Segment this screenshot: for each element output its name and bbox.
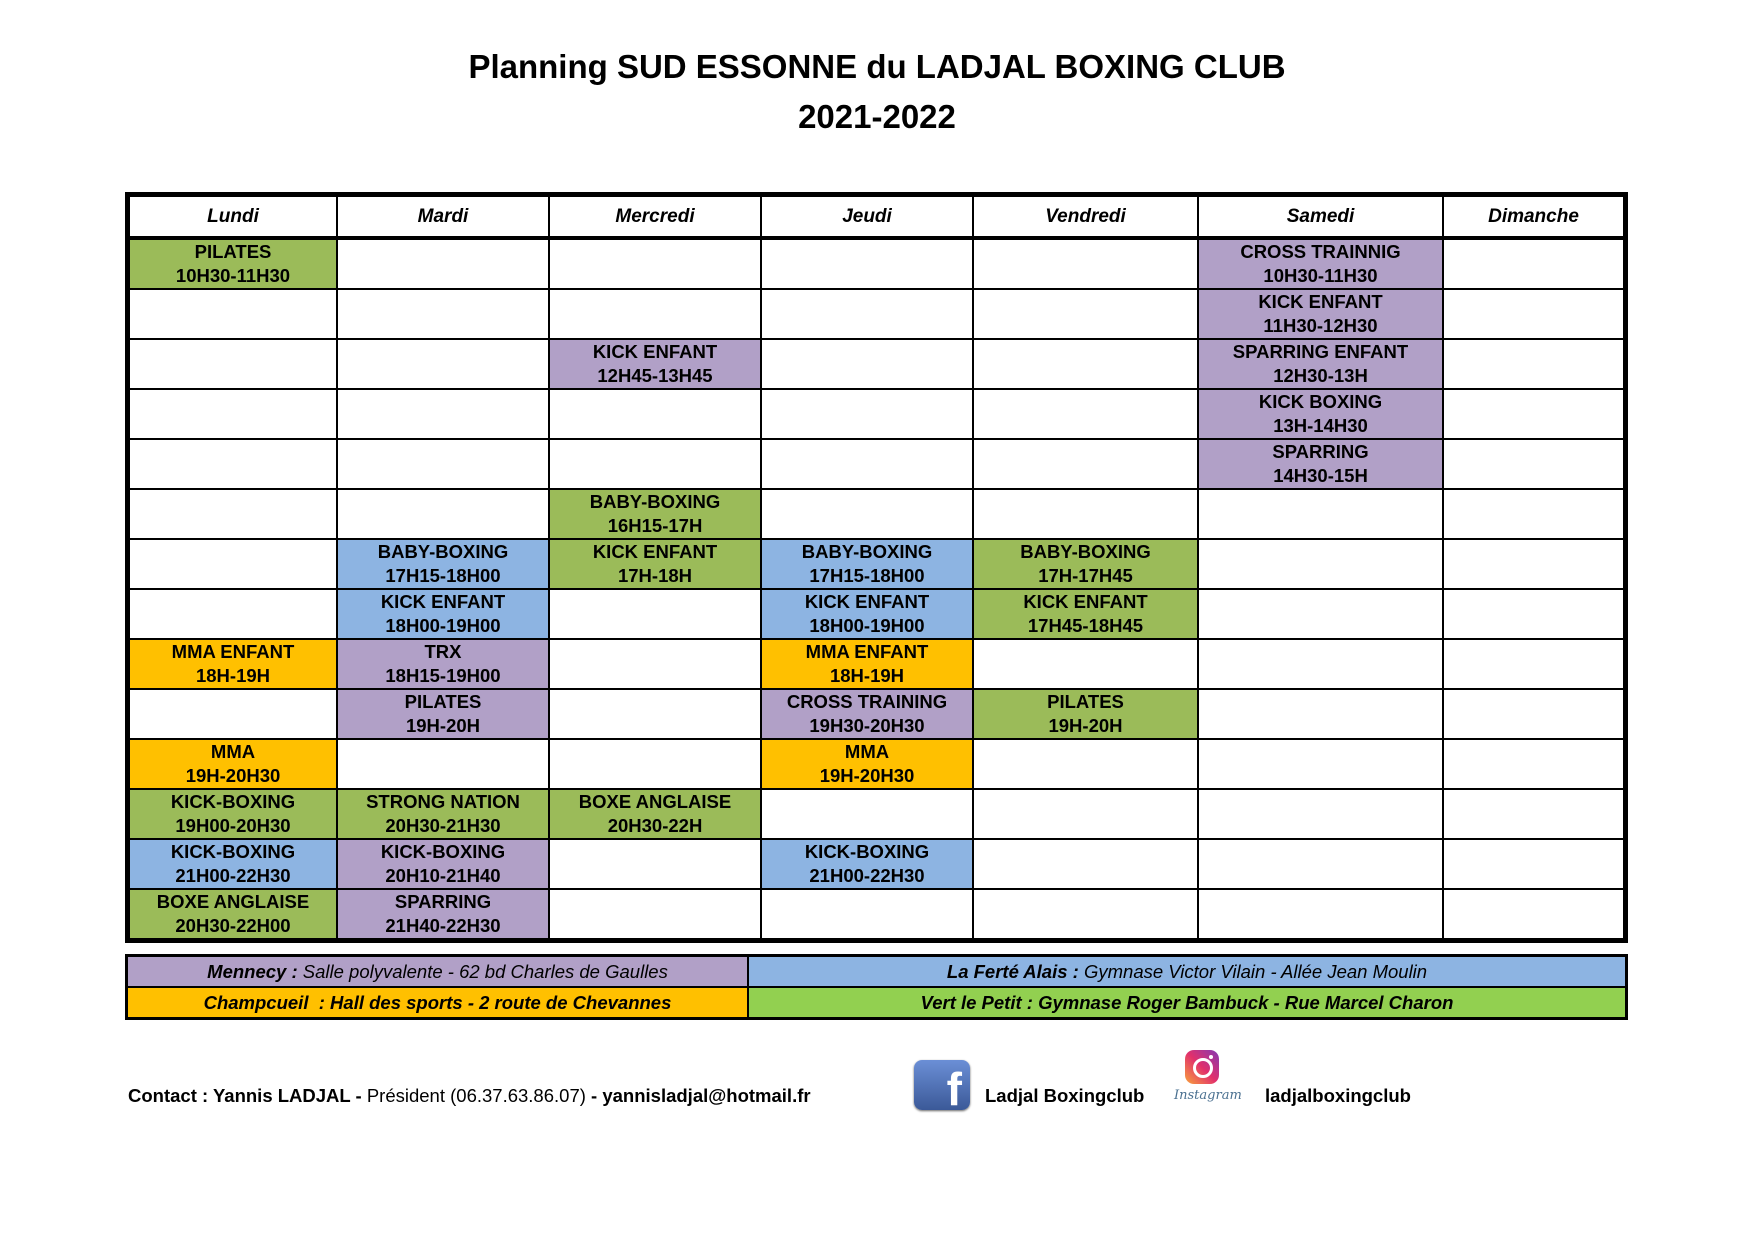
class-slot-mercredi xyxy=(549,489,761,539)
empty-slot xyxy=(761,339,973,389)
class-time: 16H15-17H xyxy=(607,515,703,536)
empty-slot xyxy=(973,889,1198,939)
instagram-label[interactable]: ladjalboxingclub xyxy=(1265,1085,1411,1106)
class-time: 19H-20H xyxy=(405,715,481,736)
class-slot-lundi xyxy=(129,739,337,789)
empty-slot xyxy=(761,789,973,839)
class-name: KICK BOXING xyxy=(1258,391,1383,412)
empty-slot xyxy=(761,238,973,289)
empty-slot xyxy=(549,639,761,689)
class-slot-mercredi xyxy=(549,339,761,389)
day-header-mardi: Mardi xyxy=(337,196,549,238)
class-slot-samedi xyxy=(1198,439,1443,489)
empty-slot xyxy=(973,289,1198,339)
schedule-row xyxy=(129,789,1624,839)
empty-slot xyxy=(549,839,761,889)
class-slot-lundi xyxy=(129,789,337,839)
class-slot-samedi xyxy=(1198,339,1443,389)
class-name: KICK-BOXING xyxy=(170,841,296,862)
empty-slot xyxy=(549,589,761,639)
empty-slot xyxy=(1443,639,1624,689)
schedule-row xyxy=(129,289,1624,339)
empty-slot xyxy=(337,739,549,789)
facebook-label[interactable]: Ladjal Boxingclub xyxy=(985,1085,1145,1106)
season-subtitle: 2021-2022 xyxy=(798,98,956,135)
class-time: 17H15-18H00 xyxy=(385,565,501,586)
class-time: 19H00-20H30 xyxy=(175,815,291,836)
class-name: SPARRING ENFANT xyxy=(1232,341,1409,362)
schedule-row xyxy=(129,439,1624,489)
class-time: 19H-20H30 xyxy=(185,765,281,786)
legend-champcueil xyxy=(128,988,749,1017)
schedule-row xyxy=(129,839,1624,889)
class-time: 14H30-15H xyxy=(1273,465,1368,486)
class-name: MMA ENFANT xyxy=(171,641,295,662)
legend-mennecy-address: Salle polyvalente - 62 bd Charles de Gaulles xyxy=(302,960,668,982)
empty-slot xyxy=(973,389,1198,439)
class-time: 17H15-18H00 xyxy=(809,565,925,586)
empty-slot xyxy=(973,839,1198,889)
day-header-row xyxy=(129,196,1624,238)
empty-slot xyxy=(129,439,337,489)
class-time: 17H45-18H45 xyxy=(1027,615,1144,636)
class-name: PILATES xyxy=(194,241,272,262)
class-name: KICK ENFANT xyxy=(1023,591,1148,612)
day-header-jeudi: Jeudi xyxy=(761,196,973,238)
legend-row-2 xyxy=(128,986,1625,1017)
class-time: 18H-19H xyxy=(829,665,905,686)
class-slot-mardi xyxy=(337,889,549,939)
empty-slot xyxy=(1443,739,1624,789)
empty-slot xyxy=(1198,689,1443,739)
class-time: 17H-18H xyxy=(617,565,693,586)
class-name: CROSS TRAINING xyxy=(786,691,948,712)
contact-line xyxy=(128,1085,811,1107)
day-header-dimanche: Dimanche xyxy=(1443,196,1624,238)
empty-slot xyxy=(337,489,549,539)
empty-slot xyxy=(973,739,1198,789)
class-slot-jeudi xyxy=(761,589,973,639)
class-name: BABY-BOXING xyxy=(801,541,933,562)
schedule-row xyxy=(129,389,1624,439)
schedule-row xyxy=(129,589,1624,639)
class-time: 17H-17H45 xyxy=(1038,565,1133,586)
empty-slot xyxy=(1443,289,1624,339)
contact-label: Contact : Yannis LADJAL - xyxy=(128,1085,367,1106)
class-slot-samedi xyxy=(1198,289,1443,339)
class-slot-mardi xyxy=(337,639,549,689)
page-title: Planning SUD ESSONNE du LADJAL BOXING CLUB xyxy=(468,48,1286,85)
class-slot-mercredi xyxy=(549,789,761,839)
empty-slot xyxy=(1443,389,1624,439)
class-time: 21H00-22H30 xyxy=(175,865,291,886)
class-name: KICK ENFANT xyxy=(592,341,718,362)
schedule-row xyxy=(129,339,1624,389)
class-name: CROSS TRAINNIG xyxy=(1240,241,1401,262)
empty-slot xyxy=(129,339,337,389)
legend-vert-le-petit xyxy=(749,988,1625,1017)
class-slot-samedi xyxy=(1198,389,1443,439)
class-name: SPARRING xyxy=(1272,441,1369,462)
schedule-row xyxy=(129,489,1624,539)
empty-slot xyxy=(1198,889,1443,939)
class-slot-mardi xyxy=(337,689,549,739)
class-name: BABY-BOXING xyxy=(377,541,509,562)
class-slot-samedi xyxy=(1198,238,1443,289)
legend-la-ferte-place: La Ferté Alais : xyxy=(946,960,1079,982)
class-time: 20H30-21H30 xyxy=(385,815,501,836)
class-slot-lundi xyxy=(129,839,337,889)
class-time: 18H00-19H00 xyxy=(385,615,501,636)
class-time: 21H40-22H30 xyxy=(385,915,501,936)
class-time: 12H45-13H45 xyxy=(597,365,713,386)
empty-slot xyxy=(973,789,1198,839)
class-name: TRX xyxy=(424,641,462,662)
empty-slot xyxy=(129,389,337,439)
schedule-row xyxy=(129,889,1624,939)
empty-slot xyxy=(549,238,761,289)
legend-mennecy xyxy=(128,957,749,986)
schedule-row xyxy=(129,639,1624,689)
venue-legend xyxy=(125,954,1628,1020)
class-time: 19H-20H30 xyxy=(819,765,915,786)
empty-slot xyxy=(1443,439,1624,489)
empty-slot xyxy=(129,289,337,339)
legend-la-ferte-address: Gymnase Victor Vilain - Allée Jean Moulin xyxy=(1083,960,1428,982)
class-name: KICK ENFANT xyxy=(592,541,718,562)
class-slot-mardi xyxy=(337,789,549,839)
schedule-row xyxy=(129,238,1624,289)
class-time: 19H30-20H30 xyxy=(809,715,925,736)
instagram-icon[interactable] xyxy=(1185,1050,1219,1084)
empty-slot xyxy=(1443,539,1624,589)
class-slot-lundi xyxy=(129,639,337,689)
class-name: BABY-BOXING xyxy=(1020,541,1151,562)
class-time: 10H30-11H30 xyxy=(175,265,291,286)
class-name: MMA xyxy=(210,741,256,762)
class-time: 18H15-19H00 xyxy=(385,665,501,686)
empty-slot xyxy=(1198,539,1443,589)
class-time: 11H30-12H30 xyxy=(1263,315,1378,336)
empty-slot xyxy=(549,289,761,339)
empty-slot xyxy=(973,439,1198,489)
empty-slot xyxy=(129,489,337,539)
empty-slot xyxy=(337,238,549,289)
legend-vert-le-petit-text: Vert le Petit : Gymnase Roger Bambuck - Rue Marcel Charon xyxy=(920,991,1454,1013)
empty-slot xyxy=(1198,639,1443,689)
empty-slot xyxy=(337,439,549,489)
class-name: KICK ENFANT xyxy=(804,591,930,612)
class-name: PILATES xyxy=(1047,691,1124,712)
empty-slot xyxy=(337,289,549,339)
schedule-row xyxy=(129,689,1624,739)
empty-slot xyxy=(1198,589,1443,639)
empty-slot xyxy=(761,489,973,539)
class-name: KICK-BOXING xyxy=(170,791,296,812)
empty-slot xyxy=(1198,839,1443,889)
class-slot-jeudi xyxy=(761,539,973,589)
empty-slot xyxy=(973,489,1198,539)
class-name: MMA xyxy=(844,741,890,762)
class-slot-mardi xyxy=(337,539,549,589)
empty-slot xyxy=(973,339,1198,389)
empty-slot xyxy=(1198,739,1443,789)
empty-slot xyxy=(1443,589,1624,639)
empty-slot xyxy=(129,589,337,639)
empty-slot xyxy=(1443,689,1624,739)
class-time: 21H00-22H30 xyxy=(809,865,925,886)
empty-slot xyxy=(337,389,549,439)
class-slot-jeudi xyxy=(761,689,973,739)
day-header-samedi: Samedi xyxy=(1198,196,1443,238)
schedule-row xyxy=(129,539,1624,589)
legend-champcueil-text: Champcueil : Hall des sports - 2 route de Chevannes xyxy=(203,991,672,1013)
empty-slot xyxy=(549,439,761,489)
class-name: KICK ENFANT xyxy=(380,591,506,612)
class-time: 20H30-22H xyxy=(607,815,703,836)
empty-slot xyxy=(549,389,761,439)
class-name: KICK-BOXING xyxy=(804,841,930,862)
empty-slot xyxy=(973,639,1198,689)
class-name: SPARRING xyxy=(394,891,492,912)
class-slot-vendredi xyxy=(973,689,1198,739)
contact-email[interactable]: - yannisladjal@hotmail.fr xyxy=(585,1085,811,1106)
empty-slot xyxy=(549,739,761,789)
empty-slot xyxy=(761,889,973,939)
day-header-vendredi: Vendredi xyxy=(973,196,1198,238)
schedule-table xyxy=(125,192,1628,943)
empty-slot xyxy=(1443,339,1624,389)
class-name: BOXE ANGLAISE xyxy=(578,791,732,812)
class-name: BABY-BOXING xyxy=(589,491,721,512)
empty-slot xyxy=(1198,789,1443,839)
empty-slot xyxy=(1443,889,1624,939)
class-name: MMA ENFANT xyxy=(805,641,929,662)
day-header-mercredi: Mercredi xyxy=(549,196,761,238)
empty-slot xyxy=(1443,489,1624,539)
class-slot-lundi xyxy=(129,238,337,289)
class-name: PILATES xyxy=(404,691,482,712)
class-time: 12H30-13H xyxy=(1273,365,1368,386)
empty-slot xyxy=(1198,489,1443,539)
schedule-body xyxy=(129,238,1624,939)
class-slot-vendredi xyxy=(973,589,1198,639)
empty-slot xyxy=(337,339,549,389)
class-slot-jeudi xyxy=(761,839,973,889)
class-time: 19H-20H xyxy=(1048,715,1123,736)
empty-slot xyxy=(761,289,973,339)
empty-slot xyxy=(1443,839,1624,889)
empty-slot xyxy=(549,889,761,939)
empty-slot xyxy=(761,439,973,489)
class-slot-mercredi xyxy=(549,539,761,589)
legend-la-ferte-alais xyxy=(749,957,1625,986)
class-name: KICK-BOXING xyxy=(380,841,506,862)
class-name: BOXE ANGLAISE xyxy=(156,891,310,912)
class-time: 20H30-22H00 xyxy=(175,915,291,936)
class-time: 18H00-19H00 xyxy=(809,615,925,636)
class-slot-mardi xyxy=(337,589,549,639)
class-slot-jeudi xyxy=(761,639,973,689)
class-slot-lundi xyxy=(129,889,337,939)
facebook-icon[interactable]: f xyxy=(914,1060,970,1110)
legend-row-1 xyxy=(128,957,1625,986)
class-time: 18H-19H xyxy=(195,665,271,686)
class-name: KICK ENFANT xyxy=(1258,291,1383,312)
day-header-lundi: Lundi xyxy=(129,196,337,238)
contact-role-phone: Président (06.37.63.86.07) xyxy=(366,1085,586,1106)
legend-mennecy-place: Mennecy : xyxy=(207,960,298,982)
empty-slot xyxy=(549,689,761,739)
empty-slot xyxy=(761,389,973,439)
class-time: 13H-14H30 xyxy=(1273,415,1368,436)
class-name: STRONG NATION xyxy=(366,791,520,812)
schedule-row xyxy=(129,739,1624,789)
empty-slot xyxy=(1443,238,1624,289)
instagram-wordmark: Instagram xyxy=(1174,1088,1242,1103)
class-time: 10H30-11H30 xyxy=(1263,265,1378,286)
empty-slot xyxy=(1443,789,1624,839)
class-slot-jeudi xyxy=(761,739,973,789)
class-time: 20H10-21H40 xyxy=(385,865,501,886)
class-slot-vendredi xyxy=(973,539,1198,589)
class-slot-mardi xyxy=(337,839,549,889)
empty-slot xyxy=(129,539,337,589)
empty-slot xyxy=(129,689,337,739)
empty-slot xyxy=(973,238,1198,289)
